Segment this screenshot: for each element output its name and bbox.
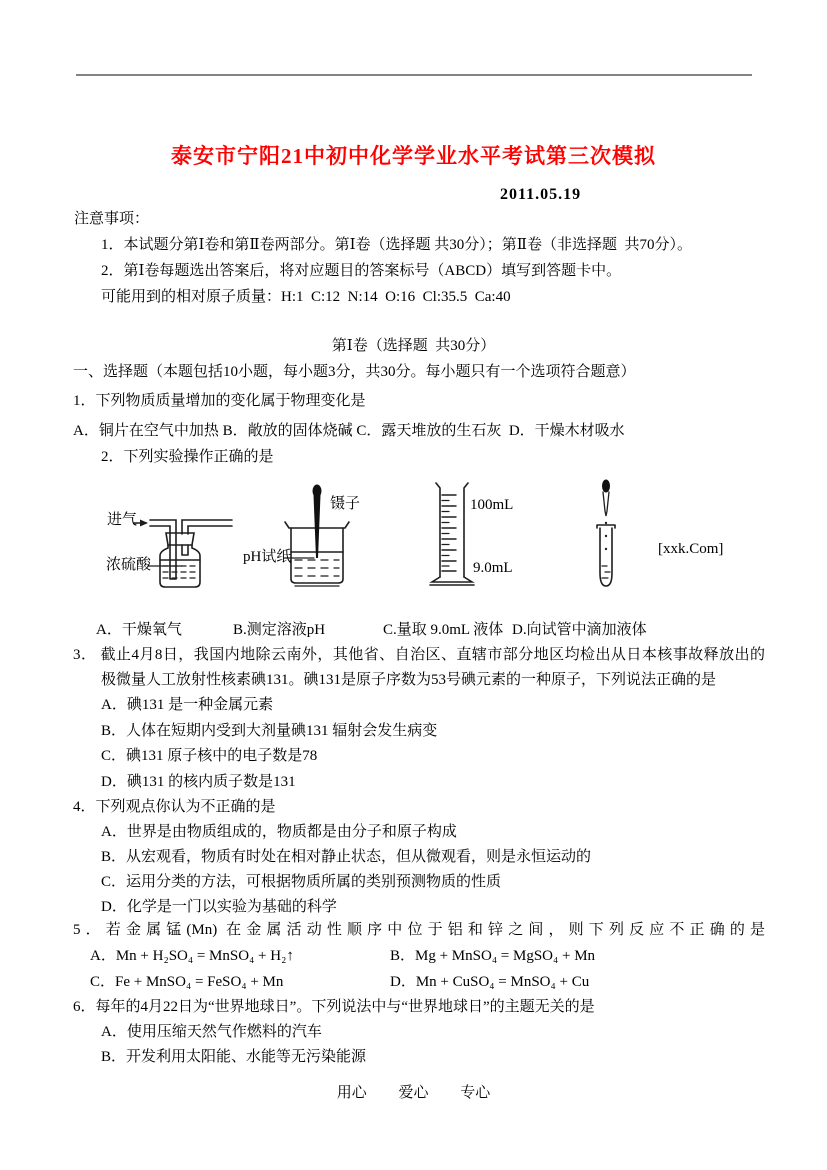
notes-heading: 注意事项： xyxy=(74,211,150,227)
q4-option-a: A．世界是由物质组成的，物质都是由分子和原子构成 xyxy=(101,824,457,840)
atomic-masses-line: 可能用到的相对原子质量：H:1 C:12 N:14 O:16 Cl:35.5 Ca:40 xyxy=(101,289,511,305)
q4-option-b: B．从宏观看，物质有时处在相对静止状态，但从微观看，则是永恒运动的 xyxy=(101,849,592,865)
q2-option-d: D.向试管中滴加液体 xyxy=(512,622,647,638)
watermark-text: [xxk.Com] xyxy=(658,541,724,557)
q5-option-d: D．Mn + CuSO₄ = MnSO₄ + Cu xyxy=(390,974,590,990)
footer-word-1: 用心 xyxy=(336,1085,367,1101)
gas-washing-bottle-drawing xyxy=(134,520,232,588)
dropper-testtube-drawing xyxy=(597,480,615,587)
section1-header: 第Ⅰ卷（选择题 共30分） xyxy=(331,338,496,354)
q2-option-a: A．干燥氧气 xyxy=(96,622,182,638)
page-footer xyxy=(0,1081,827,1102)
acid-label: 浓硫酸 xyxy=(106,557,152,573)
footer-word-2: 爱心 xyxy=(398,1085,429,1101)
q3-option-b: B．人体在短期内受到大剂量碘131 辐射会发生病变 xyxy=(101,723,438,739)
footer-word-3: 专心 xyxy=(460,1085,491,1101)
section1-intro: 一、选择题（本题包括10小题，每小题3分，共30分。每小题只有一个选项符合题意） xyxy=(73,364,636,380)
q4-stem: 4．下列观点你认为不正确的是 xyxy=(73,799,276,815)
exam-date: 2011.05.19 xyxy=(500,186,582,203)
q1-options: A．铜片在空气中加热 B．敞放的固体烧碱 C．露天堆放的生石灰 D．干燥木材吸水 xyxy=(73,423,625,439)
cylinder-9ml-label: 9.0mL xyxy=(473,560,513,576)
gas-in-label: 进气 xyxy=(107,512,138,528)
q3-option-a: A．碘131 是一种金属元素 xyxy=(101,697,274,713)
q3-option-d: D．碘131 的核内质子数是131 xyxy=(101,774,296,790)
apparatus-figure xyxy=(70,478,760,614)
q5-option-c: C．Fe + MnSO₄ = FeSO₄ + Mn xyxy=(90,974,284,990)
header-rule xyxy=(76,74,752,76)
q6-stem: 6．每年的4月22日为“世界地球日”。下列说法中与“世界地球日”的主题无关的是 xyxy=(73,999,595,1015)
q3-option-c: C．碘131 原子核中的电子数是78 xyxy=(101,748,318,764)
ph-paper-label: pH试纸 xyxy=(243,549,292,565)
tweezers-label: 镊子 xyxy=(330,496,361,512)
note-item-1: 1．本试题分第Ⅰ卷和第Ⅱ卷两部分。第Ⅰ卷（选择题 共30分）；第Ⅱ卷（非选择题 共70分）。 xyxy=(101,237,692,253)
q4-option-c: C．运用分类的方法，可根据物质所属的类别预测物质的性质 xyxy=(101,874,502,890)
q3-stem-line1: 3． 截止4月8日，我国内地除云南外，其他省、自治区、直辖市部分地区均检出从日本核事故释放出的 xyxy=(73,647,765,663)
q5-option-b: B．Mg + MnSO₄ = MgSO₄ + Mn xyxy=(390,948,596,964)
q2-option-b: B.测定溶液pH xyxy=(233,622,326,638)
q3-stem-line2: 极微量人工放射性核素碘131。碘131是原子序数为53号碘元素的一种原子，下列说法正确的是 xyxy=(101,672,717,688)
page-title: 泰安市宁阳21中初中化学学业水平考试第三次模拟 xyxy=(171,144,656,168)
q6-option-b: B．开发利用太阳能、水能等无污染能源 xyxy=(101,1049,367,1065)
cylinder-100ml-label: 100mL xyxy=(470,497,514,513)
q2-option-c: C.量取 9.0mL 液体 xyxy=(383,622,504,638)
note-item-2: 2．第Ⅰ卷每题选出答案后，将对应题目的答案标号（ABCD）填写到答题卡中。 xyxy=(101,263,622,279)
q2-stem: 2．下列实验操作正确的是 xyxy=(101,449,274,465)
q4-option-d: D．化学是一门以实验为基础的科学 xyxy=(101,899,337,915)
q6-option-a: A．使用压缩天然气作燃料的汽车 xyxy=(101,1024,322,1040)
q5-option-a: A．Mn + H₂SO₄ = MnSO₄ + H₂↑ xyxy=(90,948,294,964)
q5-stem: 5．若金属锰(Mn) 在金属活动性顺序中位于铝和锌之间，则下列反应不正确的是 xyxy=(73,922,765,938)
q1-stem: 1．下列物质质量增加的变化属于物理变化是 xyxy=(73,393,366,409)
graduated-cylinder-drawing xyxy=(430,483,474,585)
